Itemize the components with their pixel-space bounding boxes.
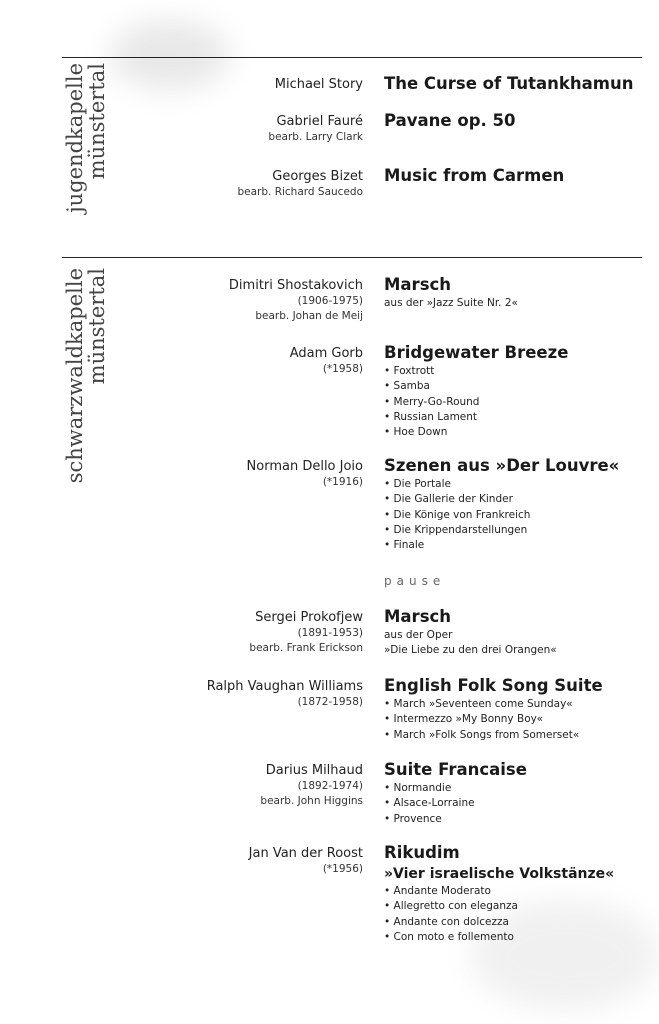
composer-block xyxy=(249,610,363,656)
decorative-smudge-top xyxy=(110,20,230,90)
work-block xyxy=(384,274,518,311)
composer-name: Jan Van der Roost xyxy=(248,846,363,861)
work-title: Marsch xyxy=(384,607,452,626)
work-title: English Folk Song Suite xyxy=(384,676,603,695)
work-block xyxy=(384,759,527,827)
work-movement: • Normandie xyxy=(384,782,452,794)
work-title: Bridgewater Breeze xyxy=(384,343,569,362)
section-divider-top xyxy=(62,57,642,58)
work-block xyxy=(384,842,614,945)
work-movement: • Die Portale xyxy=(384,478,451,490)
composer-detail: (*1956) xyxy=(322,863,363,875)
work-title: The Curse of Tutankhamun xyxy=(384,74,634,93)
heading-line: münstertal xyxy=(85,268,109,385)
composer-detail: bearb. Frank Erickson xyxy=(249,642,363,654)
section-divider-middle xyxy=(62,257,642,258)
section-heading-jugendkapelle xyxy=(64,63,108,238)
work-subtitle: »Vier israelische Volkstänze« xyxy=(384,866,615,882)
composer-block xyxy=(237,169,363,200)
work-block xyxy=(384,455,619,553)
composer-detail: bearb. Richard Saucedo xyxy=(237,186,363,198)
composer-detail: (1906-1975) xyxy=(297,295,363,307)
work-title: Suite Francaise xyxy=(384,760,527,779)
work-movement: • Andante con dolcezza xyxy=(384,915,509,928)
work-movement: • Intermezzo »My Bonny Boy« xyxy=(384,713,544,726)
heading-line: jugendkapelle xyxy=(63,63,87,213)
work-block xyxy=(384,342,568,440)
composer-name: Dimitri Shostakovich xyxy=(228,278,363,293)
work-movement: • Russian Lament xyxy=(384,410,478,423)
composer-name: Norman Dello Joio xyxy=(246,459,363,474)
work-movement: • Alsace-Lorraine xyxy=(384,797,475,810)
work-movement: • Provence xyxy=(384,812,442,825)
work-title: Music from Carmen xyxy=(384,166,565,185)
composer-block xyxy=(260,763,363,809)
composer-detail: bearb. Johan de Meij xyxy=(255,310,363,322)
composer-block xyxy=(249,846,363,877)
work-movement: • Andante Moderato xyxy=(384,885,491,897)
work-title: Szenen aus »Der Louvre« xyxy=(384,456,620,475)
composer-detail: (1892-1974) xyxy=(297,780,363,792)
composer-name: Georges Bizet xyxy=(272,169,363,184)
composer-block xyxy=(229,278,363,324)
work-movement: »Die Liebe zu den drei Orangen« xyxy=(384,644,557,657)
heading-line: schwarzwaldkapelle xyxy=(63,268,87,484)
work-movement: • Foxtrott xyxy=(384,365,435,377)
work-title: Marsch xyxy=(384,275,452,294)
composer-block xyxy=(275,77,363,93)
pause-label: pause xyxy=(384,574,446,588)
work-block xyxy=(384,675,603,743)
heading-line: münstertal xyxy=(85,63,109,180)
work-title: Rikudim xyxy=(384,843,460,862)
work-block xyxy=(384,165,564,187)
composer-name: Ralph Vaughan Williams xyxy=(206,679,363,694)
work-movement: • March »Folk Songs from Somerset« xyxy=(384,728,580,741)
work-movement: • March »Seventeen come Sunday« xyxy=(384,698,573,710)
work-movement: • Hoe Down xyxy=(384,426,448,439)
composer-detail: (1891-1953) xyxy=(297,627,363,639)
work-movement: • Die Gallerie der Kinder xyxy=(384,493,513,506)
work-block xyxy=(384,110,515,132)
composer-detail: bearb. John Higgins xyxy=(260,795,363,807)
work-movement: • Allegretto con eleganza xyxy=(384,900,518,913)
work-block xyxy=(384,73,633,95)
composer-block xyxy=(207,679,363,710)
work-movement: • Merry-Go-Round xyxy=(384,395,480,408)
work-movement: • Con moto e follemento xyxy=(384,930,514,943)
work-movement: • Samba xyxy=(384,380,430,393)
composer-name: Gabriel Fauré xyxy=(276,114,363,129)
work-movement: aus der »Jazz Suite Nr. 2« xyxy=(384,297,518,309)
composer-detail: bearb. Larry Clark xyxy=(268,131,363,143)
work-movement: • Die Krippendarstellungen xyxy=(384,523,528,536)
work-block xyxy=(384,606,557,659)
composer-block xyxy=(290,346,363,377)
composer-block xyxy=(247,459,363,490)
composer-detail: (1872-1958) xyxy=(297,696,363,708)
work-movement: aus der Oper xyxy=(384,629,453,641)
composer-detail: (*1958) xyxy=(322,363,363,375)
work-movement: • Die Könige von Frankreich xyxy=(384,508,531,521)
composer-name: Sergei Prokofjew xyxy=(255,610,363,625)
section-heading-schwarzwaldkapelle xyxy=(64,268,108,494)
composer-name: Darius Milhaud xyxy=(265,763,363,778)
work-movement: • Finale xyxy=(384,539,425,552)
composer-detail: (*1916) xyxy=(322,476,363,488)
composer-name: Adam Gorb xyxy=(289,346,363,361)
composer-name: Michael Story xyxy=(274,77,363,92)
work-title: Pavane op. 50 xyxy=(384,111,516,130)
composer-block xyxy=(268,114,363,145)
